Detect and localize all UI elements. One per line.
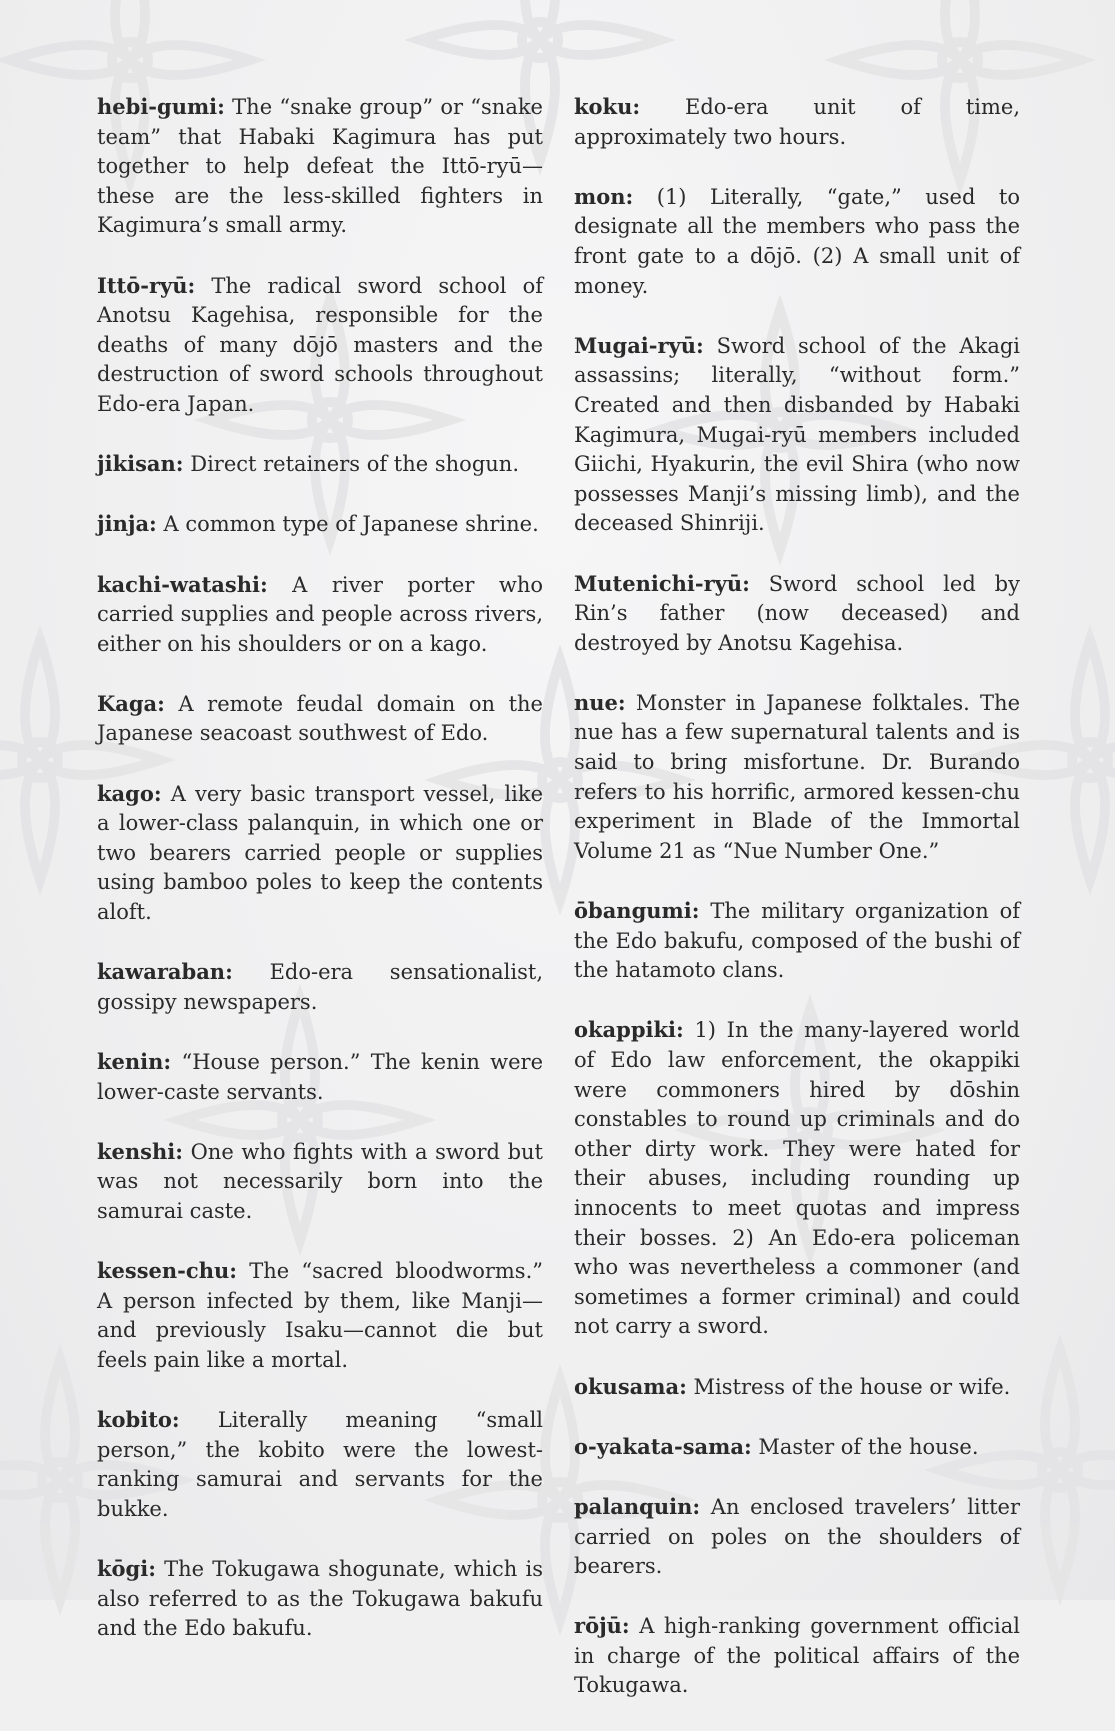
glossary-entry xyxy=(97,1137,543,1227)
entry-term: palanquin: xyxy=(574,1493,701,1519)
glossary-entry xyxy=(97,1405,543,1524)
glossary-entry xyxy=(97,509,543,540)
entry-term: kago: xyxy=(97,780,162,806)
entry-term: Mugai-ryū: xyxy=(574,332,704,358)
entry-term: jikisan: xyxy=(97,451,184,477)
entry-term: kenshi: xyxy=(97,1138,183,1164)
entry-term: ōbangumi: xyxy=(574,898,700,924)
entry-definition: Monster in Japanese folktales. The nue has a few supernatural talents and is said to bring misfortune. Dr. Burando refers to his horrific, armored kessen-chu experiment in Blade of the Immortal Volume 21 as “Nue Number One.” xyxy=(574,690,1020,863)
glossary-entry xyxy=(97,92,543,241)
glossary-entry xyxy=(97,1047,543,1107)
entry-term: kessen-chu: xyxy=(97,1258,237,1284)
glossary-column-left xyxy=(97,92,543,1673)
entry-definition: Direct retainers of the shogun. xyxy=(183,452,519,477)
entry-term: o-yakata-sama: xyxy=(574,1433,752,1459)
glossary-entry xyxy=(574,569,1020,659)
glossary-entry xyxy=(574,1611,1020,1701)
entry-term: nue: xyxy=(574,689,626,715)
glossary-entry xyxy=(574,182,1020,301)
glossary-entry xyxy=(574,331,1020,539)
entry-definition: (1) Literally, “gate,” used to designate all the members who pass the front gate to a dōjō. (2) A small unit of money. xyxy=(574,184,1020,298)
entry-term: okusama: xyxy=(574,1373,687,1399)
entry-term: jinja: xyxy=(97,511,157,537)
glossary-entry xyxy=(97,1554,543,1644)
glossary-entry xyxy=(97,449,543,480)
entry-definition: Sword school led by Rin’s father (now deceased) and destroyed by Anotsu Kagehisa. xyxy=(574,571,1020,655)
entry-definition: A very basic transport vessel, like a lower-class palanquin, in which one or two bearers carried people or supplies using bamboo poles to keep the contents aloft. xyxy=(97,781,543,925)
entry-term: rōjū: xyxy=(574,1613,630,1639)
entry-term: kenin: xyxy=(97,1049,172,1074)
glossary-entry xyxy=(574,1432,1020,1463)
entry-definition: Sword school of the Akagi assassins; literally, “without form.” Created and then disbanded by Habaki Kagimura, Mugai-ryū members included Giichi, Hyakurin, the evil Shira (who now possesses Manji’s missing limb), and the deceased Shinriji. xyxy=(574,333,1020,536)
entry-term: koku: xyxy=(574,94,641,119)
glossary-entry xyxy=(97,957,543,1017)
entry-definition: 1) In the many-layered world of Edo law enforcement, the okappiki were commoners hired by dōshin constables to round up criminals and do other dirty work. They were hated for their abuses, including rounding up innocents to meet quotas and impress their bosses. 2) An Edo-era policeman who was nevertheless a commoner (and sometimes a former criminal) and could not carry a sword. xyxy=(574,1018,1020,1339)
glossary-entry xyxy=(97,689,543,749)
entry-term: okappiki: xyxy=(574,1017,684,1043)
glossary-entry xyxy=(97,779,543,928)
glossary-entry xyxy=(97,1256,543,1375)
entry-definition: A river porter who carried supplies and people across rivers, either on his shoulders or on a kago. xyxy=(97,572,543,656)
glossary-column-right xyxy=(574,92,1020,1731)
glossary-entry xyxy=(574,92,1020,152)
entry-definition: The Tokugawa shogunate, which is also referred to as the Tokugawa bakufu and the Edo bakufu. xyxy=(97,1557,543,1641)
entry-definition: A common type of Japanese shrine. xyxy=(156,512,539,537)
entry-definition: One who fights with a sword but was not necessarily born into the samurai caste. xyxy=(97,1139,543,1223)
entry-term: kachi-watashi: xyxy=(97,571,268,597)
entry-term: mon: xyxy=(574,183,634,209)
entry-definition: Literally meaning “small person,” the kobito were the lowest-ranking samurai and servants for the bukke. xyxy=(97,1408,543,1521)
glossary-entry xyxy=(574,896,1020,986)
entry-definition: The radical sword school of Anotsu Kagehisa, responsible for the deaths of many dōjō masters and the destruction of sword schools throughout Edo-era Japan. xyxy=(97,273,543,416)
glossary-entry xyxy=(574,1372,1020,1403)
entry-term: Mutenichi-ryū: xyxy=(574,570,750,596)
entry-term: kawaraban: xyxy=(97,959,233,985)
entry-definition: Edo-era unit of time, approximately two hours. xyxy=(574,95,1020,149)
entry-term: Ittō-ryū: xyxy=(97,272,196,298)
entry-term: kobito: xyxy=(97,1407,180,1433)
entry-term: Kaga: xyxy=(97,690,165,716)
glossary-entry xyxy=(574,688,1020,867)
entry-definition: The “sacred bloodworms.” A person infected by them, like Manji—and previously Isaku—cannot die but feels pain like a mortal. xyxy=(97,1259,543,1372)
entry-definition: A remote feudal domain on the Japanese seacoast southwest of Edo. xyxy=(97,691,543,746)
glossary-entry xyxy=(97,271,543,420)
entry-term: hebi-gumi: xyxy=(97,94,225,119)
entry-definition: The “snake group” or “snake team” that Habaki Kagimura has put together to help defeat the Ittō-ryū—these are the less-skilled fighters in Kagimura’s small army. xyxy=(97,95,543,238)
entry-definition: “House person.” The kenin were lower-caste servants. xyxy=(97,1050,543,1104)
entry-definition: A high-ranking government official in charge of the political affairs of the Tokugawa. xyxy=(574,1614,1020,1698)
entry-term: kōgi: xyxy=(97,1556,156,1582)
entry-definition: An enclosed travelers’ litter carried on poles on the shoulders of bearers. xyxy=(574,1494,1020,1579)
entry-definition: Mistress of the house or wife. xyxy=(686,1374,1011,1399)
entry-definition: Edo-era sensationalist, gossipy newspapers. xyxy=(97,960,543,1014)
glossary-entry xyxy=(574,1492,1020,1582)
glossary-entry xyxy=(97,570,543,660)
entry-definition: The military organization of the Edo bakufu, composed of the bushi of the hatamoto clans. xyxy=(574,899,1020,983)
glossary-entry xyxy=(574,1015,1020,1342)
entry-definition: Master of the house. xyxy=(751,1434,979,1459)
